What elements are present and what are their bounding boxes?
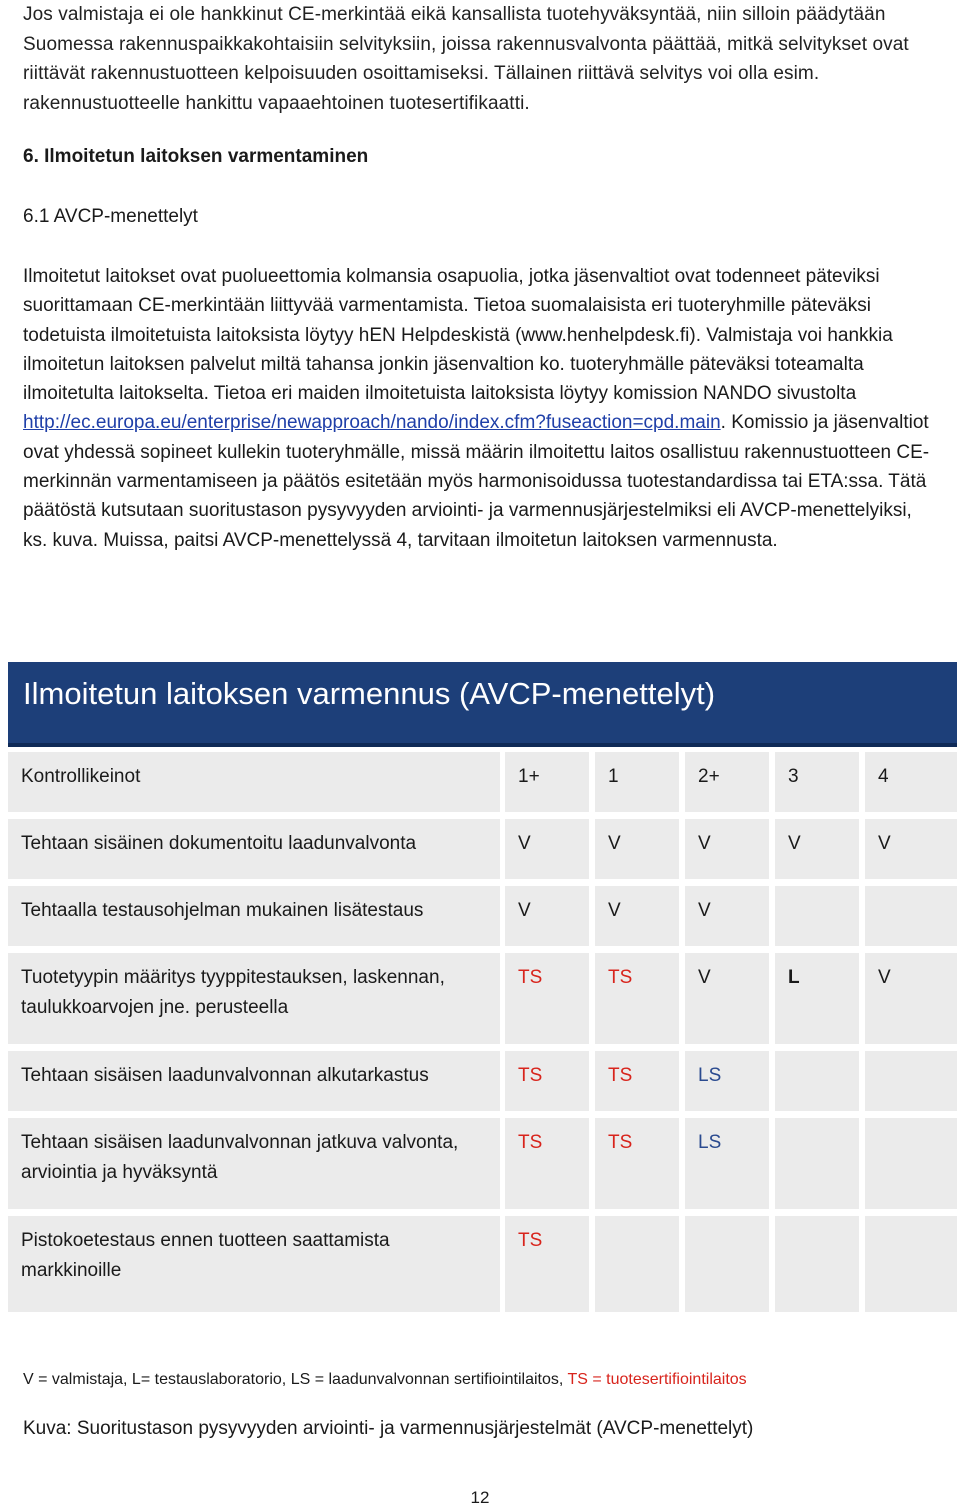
header-cell: Kontrollikeinot — [8, 752, 500, 812]
table-cell: TS — [595, 1118, 679, 1209]
table-cell — [865, 886, 957, 946]
header-cell: 2+ — [685, 752, 769, 812]
table-cell: V — [865, 953, 957, 1044]
legend-ts-text: TS = tuotesertifiointilaitos — [567, 1371, 747, 1388]
table-cell: V — [685, 886, 769, 946]
table-cell: Tehtaan sisäisen laadunvalvonnan jatkuva valvonta, arviointia ja hyväksyntä — [8, 1118, 500, 1209]
table-cell: LS — [685, 1051, 769, 1111]
table-cell: TS — [595, 953, 679, 1044]
header-cell: 1 — [595, 752, 679, 812]
table-cell: TS — [595, 1051, 679, 1111]
table-cell — [595, 1216, 679, 1312]
table-row — [8, 1051, 957, 1111]
table-cell: TS — [505, 953, 589, 1044]
table-row — [8, 1118, 957, 1209]
table-cell: TS — [505, 1051, 589, 1111]
legend-text: V = valmistaja, L= testauslaboratorio, LS = laadunvalvonnan sertifiointilaitos, — [23, 1371, 568, 1388]
figure-title-banner — [8, 662, 957, 747]
header-cell: 4 — [865, 752, 957, 812]
table-cell: Tehtaan sisäinen dokumentoitu laadunvalvonta — [8, 819, 500, 879]
section-heading: 6. Ilmoitetun laitoksen varmentaminen — [23, 146, 369, 167]
table-cell: V — [775, 819, 859, 879]
table-cell: V — [595, 819, 679, 879]
table-cell — [865, 1118, 957, 1209]
table-row — [8, 953, 957, 1044]
table-cell — [775, 1118, 859, 1209]
table-row — [8, 819, 957, 879]
table-cell: LS — [685, 1118, 769, 1209]
table-cell: V — [595, 886, 679, 946]
body-paragraph — [23, 262, 938, 555]
table-cell: Pistokoetestaus ennen tuotteen saattamista markkinoille — [8, 1216, 500, 1312]
intro-paragraph: Jos valmistaja ei ole hankkinut CE-merkintää eikä kansallista tuotehyväksyntää, niin silloin päädytään Suomessa rakennuspaikkakohtaisiin selvityksiin, joissa rakennusvalvonta päättää, mitkä selvitykset ovat riittävät rakennustuotteen kelpoisuuden osoittamiseksi. Tällainen riittävä selvitys voi olla esim. rakennustuotteelle hankittu vapaaehtoinen tuotesertifikaatti. — [23, 4, 909, 114]
table-cell — [775, 886, 859, 946]
figure-caption: Kuva: Suoritustason pysyvyyden arviointi- ja varmennusjärjestelmät (AVCP-menettelyt) — [23, 1418, 754, 1439]
page-number: 12 — [470, 1488, 490, 1507]
table-row — [8, 1216, 957, 1312]
table-cell — [685, 1216, 769, 1312]
nando-link[interactable]: http://ec.europa.eu/enterprise/newapproach/nando/index.cfm?fuseaction=cpd.main — [23, 412, 721, 434]
header-cell: 3 — [775, 752, 859, 812]
table-cell — [865, 1051, 957, 1111]
table-cell: V — [505, 886, 589, 946]
table-cell: V — [865, 819, 957, 879]
body-text-part2: . Komissio ja jäsenvaltiot ovat yhdessä sopineet kullekin tuoteryhmälle, missä määrin ilmoitettu laitos osallistuu rakennustuotteen CE-merkinnän varmentamiseen ja päätös esitetään myös harmonisoidussa tuotestandardissa tai ETA:ssa. Tätä päätöstä kutsutaan suoritustason pysyvyyden arviointi- ja varmennusjärjestelmiksi eli AVCP-menettelyiksi, ks. kuva. Muissa, paitsi AVCP-menettelyssä 4, tarvitaan ilmoitetun laitoksen varmennusta. — [23, 412, 930, 551]
table-cell: Tehtaan sisäisen laadunvalvonnan alkutarkastus — [8, 1051, 500, 1111]
table-cell — [775, 1051, 859, 1111]
table-cell: V — [505, 819, 589, 879]
table-header-row — [8, 752, 957, 812]
table-row — [8, 886, 957, 946]
table-cell: TS — [505, 1216, 589, 1312]
table-cell — [775, 1216, 859, 1312]
table-cell: Tehtaalla testausohjelman mukainen lisätestaus — [8, 886, 500, 946]
table-cell: L — [775, 953, 859, 1044]
table-cell: TS — [505, 1118, 589, 1209]
table-cell — [865, 1216, 957, 1312]
body-text-part1: Ilmoitetut laitokset ovat puolueettomia kolmansia osapuolia, jotka jäsenvaltiot ovat todenneet päteviksi suorittamaan CE-merkintään liittyvää varmentamista. Tietoa suomalaisista eri tuoteryhmille päteväksi todetuista ilmoitetuista laitoksista löytyy hEN Helpdeskistä (www.henhelpdesk.fi). Valmistaja voi hankkia ilmoitetun laitoksen palvelut miltä tahansa jonkin jäsenvaltion ko. tuoteryhmälle päteväksi toteamalta ilmoitetulta laitokselta. Tietoa eri maiden ilmoitetuista laitoksista löytyy komission NANDO sivustolta — [23, 266, 893, 405]
header-cell: 1+ — [505, 752, 589, 812]
subsection-heading: 6.1 AVCP-menettelyt — [23, 206, 198, 227]
table-cell: Tuotetyypin määritys tyyppitestauksen, laskennan, taulukkoarvojen jne. perusteella — [8, 953, 500, 1044]
table-cell: V — [685, 819, 769, 879]
figure-title: Ilmoitetun laitoksen varmennus (AVCP-menettelyt) — [23, 676, 716, 711]
table-cell: V — [685, 953, 769, 1044]
table-legend — [23, 1371, 747, 1389]
